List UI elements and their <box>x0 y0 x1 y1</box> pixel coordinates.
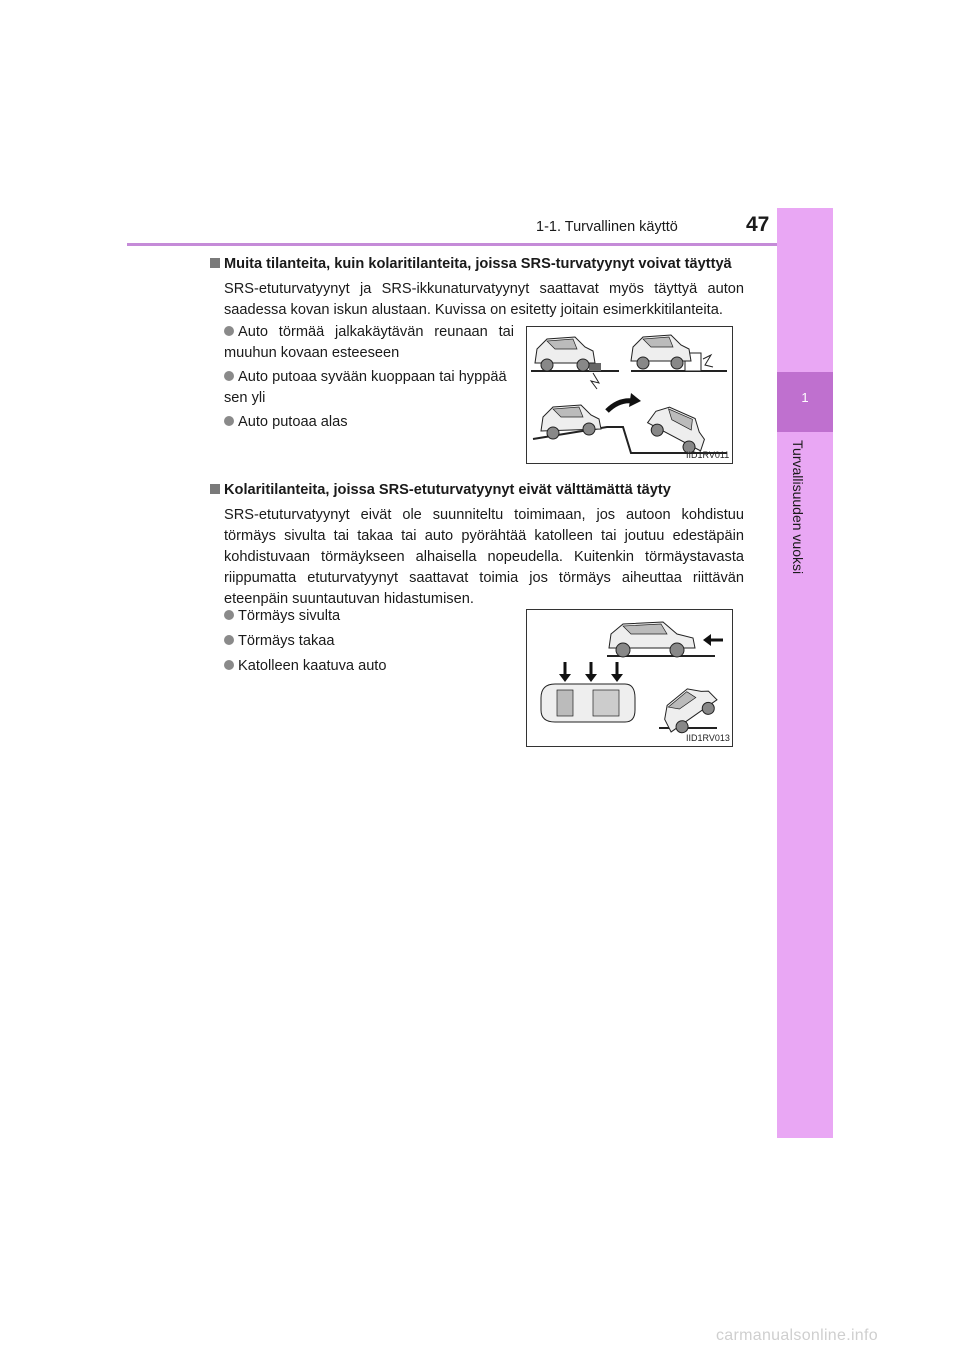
figure-code: IID1RV013 <box>686 733 730 743</box>
circle-bullet-icon <box>224 416 234 426</box>
section-heading-2: Kolaritilanteita, joissa SRS-etuturvatyynyt eivät välttämättä täyty <box>210 482 671 498</box>
list-item: Auto törmää jalkakäytävän reunaan tai muuhun kovaan esteeseen <box>224 324 514 361</box>
square-bullet-icon <box>210 484 220 494</box>
page-number: 47 <box>746 213 770 236</box>
list-item: Törmäys sivulta <box>224 606 514 627</box>
circle-bullet-icon <box>224 610 234 620</box>
header-rule <box>127 243 833 246</box>
chapter-number: 1 <box>801 390 809 405</box>
running-header: 1-1. Turvallinen käyttö <box>536 219 678 235</box>
list-item: Törmäys takaa <box>224 631 514 652</box>
list-item: Auto putoaa syvään kuoppaan tai hyppää sen yli <box>224 369 507 406</box>
square-bullet-icon <box>210 258 220 268</box>
figure-impact-examples <box>526 326 733 464</box>
list-item: Katolleen kaatuva auto <box>224 656 514 677</box>
car-collision-illustration <box>527 610 732 746</box>
chapter-label: Turvallisuuden vuoksi <box>790 440 806 575</box>
section-paragraph-1: SRS-etuturvatyynyt ja SRS-ikkunaturvatyynyt saattavat myös täyttyä auton saadessa kovan iskun alustaan. Kuvissa on esitetty joitain esimerkkitilanteita. <box>224 281 744 318</box>
circle-bullet-icon <box>224 371 234 381</box>
chapter-tab-bar <box>777 208 833 1138</box>
figure-non-deploy-examples <box>526 609 733 747</box>
section-paragraph-2: SRS-etuturvatyynyt eivät ole suunniteltu toimimaan, jos autoon kohdistuu törmäys sivulta tai takaa tai auto pyörähtää katolleen tai joutuu edestäpäin kohdistuvaan törmäykseen alhaisella nopeudella. Kuitenkin törmäystavasta riippumatta etuturvatyynyt saattavat toimia jos törmäys aiheuttaa riittävän eteenpäin suuntautuvan hidastumisen. <box>224 507 744 607</box>
section-heading-1: Muita tilanteita, kuin kolaritilanteita, joissa SRS-turvatyynyt voivat täyttyä <box>210 256 732 272</box>
circle-bullet-icon <box>224 660 234 670</box>
list-item: Auto putoaa alas <box>224 412 514 433</box>
figure-code: IID1RV011 <box>686 450 730 460</box>
circle-bullet-icon <box>224 326 234 336</box>
watermark: carmanualsonline.info <box>716 1327 878 1344</box>
circle-bullet-icon <box>224 635 234 645</box>
car-impact-illustration <box>527 327 732 463</box>
